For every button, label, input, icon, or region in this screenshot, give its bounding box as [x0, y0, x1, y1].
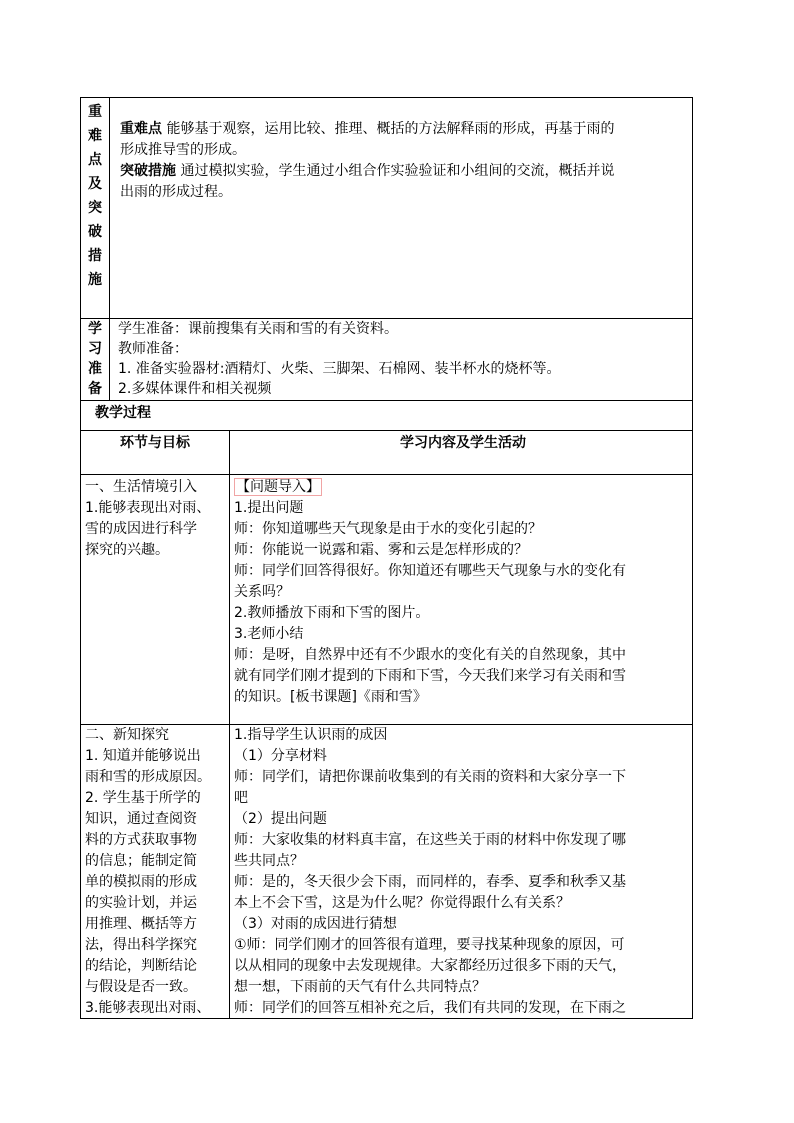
column-header-right-label: 学习内容及学生活动: [400, 435, 526, 451]
activity-line: 师：同学们，请把你课前收集到的有关雨的资料和大家分享一下: [234, 769, 626, 785]
activity-line: 些共同点？: [234, 853, 304, 869]
label-char: 学: [88, 321, 102, 337]
stage-2-goal-line: 与假设是否一致。: [85, 979, 197, 995]
breakthrough-line: [120, 161, 692, 182]
stage-1-row: [80, 474, 693, 724]
activity-line: （2）提出问题: [234, 811, 327, 827]
label-char: 备: [88, 381, 102, 397]
label-char: 措: [88, 248, 102, 264]
stage-2-goal-line: 的实验计划，并运: [85, 895, 197, 911]
stage-1-goals: [81, 475, 230, 724]
activity-line: 关系吗？: [234, 584, 290, 600]
stage-2-row: [80, 724, 693, 1019]
label-char: 及: [88, 176, 102, 192]
label-char: 突: [88, 200, 102, 216]
teaching-process-row: [80, 400, 693, 430]
stage-2-goal-line: 二、新知探究: [85, 727, 169, 743]
stage-2-goal-line: 知识，通过查阅资: [85, 811, 197, 827]
stage-2-goal-line: 的结论，判断结论: [85, 958, 197, 974]
key-points-label: [81, 98, 110, 318]
activity-line: 师：是呀，自然界中还有不少跟水的变化有关的自然现象，其中: [234, 647, 626, 663]
activity-line: ①师：同学们刚才的回答很有道理，要寻找某种现象的原因，可: [234, 937, 625, 953]
intro-tag-line: [234, 477, 692, 498]
activity-line: 师：同学们的回答互相补充之后，我们有共同的发现，在下雨之: [234, 1000, 626, 1016]
stage-2-goal-line: 1. 知道并能够说出: [85, 748, 201, 764]
prep-line: 1. 准备实验器材:酒精灯、火柴、三脚架、石棉网、装半杯水的烧杯等。: [118, 361, 561, 377]
activity-line: 就有同学们刚才提到的下雨和下雪，今天我们来学习有关雨和雪: [234, 668, 626, 684]
activity-line: 师：大家收集的材料真丰富，在这些关于雨的材料中你发现了哪: [234, 832, 626, 848]
prep-line: 2.多媒体课件和相关视频: [118, 381, 272, 397]
activity-line: 想一想，下雨前的天气有什么共同特点？: [234, 979, 486, 995]
label-char: 习: [88, 341, 102, 357]
activity-line: 本上不会下雪，这是为什么呢？你觉得跟什么有关系？: [234, 895, 570, 911]
activity-line: 的知识。[板书课题]《雨和雪》: [234, 689, 427, 705]
activity-line: 师：同学们回答得很好。你知道还有哪些天气现象与水的变化有: [234, 563, 626, 579]
stage-2-goal-line: 用推理、概括等方: [85, 916, 197, 932]
stage-1-goal-line: 探究的兴趣。: [85, 542, 169, 558]
activity-line: 3.老师小结: [234, 626, 304, 642]
stage-2-goal-line: 3.能够表现出对雨、: [85, 1000, 211, 1016]
label-char: 破: [88, 224, 102, 240]
activity-line: 师：你知道哪些天气现象是由于水的变化引起的？: [234, 521, 542, 537]
preparation-row: [80, 318, 693, 400]
column-header-left-label: 环节与目标: [120, 435, 190, 451]
column-header-left: [81, 431, 230, 474]
stage-2-goal-line: 单的模拟雨的形成: [85, 874, 197, 890]
intro-tag: 【问题导入】: [236, 479, 320, 495]
prep-line: 教师准备：: [118, 341, 188, 357]
preparation-label: [81, 319, 110, 400]
activity-line: 2.教师播放下雨和下雪的图片。: [234, 605, 430, 621]
activity-line: 吧: [234, 790, 248, 806]
label-char: 准: [88, 361, 102, 377]
key-point-text: 形成推导雪的形成。: [120, 142, 246, 158]
teaching-process-title: 教学过程: [95, 405, 151, 421]
breakthrough-text: 通过模拟实验，学生通过小组合作实验验证和小组间的交流，概括并说: [180, 163, 615, 179]
prep-line: 学生准备：课前搜集有关雨和雪的有关资料。: [118, 321, 398, 337]
column-header-row: [80, 430, 693, 474]
activity-line: （3）对雨的成因进行猜想: [234, 916, 397, 932]
column-header-right: [230, 431, 692, 453]
stage-1-goal-line: 雪的成因进行科学: [85, 521, 197, 537]
lesson-plan-table: [80, 97, 693, 1019]
stage-2-goals: [81, 725, 230, 1018]
stage-2-goal-line: 2. 学生基于所学的: [85, 790, 201, 806]
stage-2-goal-line: 的信息；能制定简: [85, 853, 197, 869]
activity-line: 1.提出问题: [234, 500, 304, 516]
label-char: 点: [88, 152, 102, 168]
activity-line: 以从相同的现象中去发现规律。大家都经历过很多下雨的天气，: [234, 958, 626, 974]
activity-line: 1.指导学生认识雨的成因: [234, 727, 388, 743]
stage-2-activities: [230, 725, 692, 1019]
activity-line: （1）分享材料: [234, 748, 327, 764]
breakthrough-text: 出雨的形成过程。: [120, 184, 232, 200]
activity-line: 师：你能说一说露和霜、雾和云是怎样形成的？: [234, 542, 528, 558]
label-char: 难: [88, 128, 102, 144]
preparation-content: [110, 319, 692, 399]
key-point-title: 重难点: [120, 121, 162, 137]
key-points-content: [110, 98, 692, 203]
breakthrough-title: 突破措施: [120, 163, 176, 179]
key-point-text: 能够基于观察，运用比较、推理、概括的方法解释雨的形成，再基于雨的: [166, 121, 615, 137]
key-points-row: [80, 97, 693, 318]
activity-line: 师：是的，冬天很少会下雨，而同样的，春季、夏季和秋季又基: [234, 874, 626, 890]
label-char: 重: [88, 104, 102, 120]
stage-2-goal-line: 料的方式获取事物: [85, 832, 197, 848]
stage-1-goal-line: 一、生活情境引入: [85, 479, 197, 495]
stage-2-goal-line: 法，得出科学探究: [85, 937, 197, 953]
stage-1-activities: [230, 475, 692, 708]
key-point-line: [120, 119, 692, 140]
stage-2-goal-line: 雨和雪的形成原因。: [85, 769, 211, 785]
stage-1-goal-line: 1.能够表现出对雨、: [85, 500, 211, 516]
label-char: 施: [88, 272, 102, 288]
